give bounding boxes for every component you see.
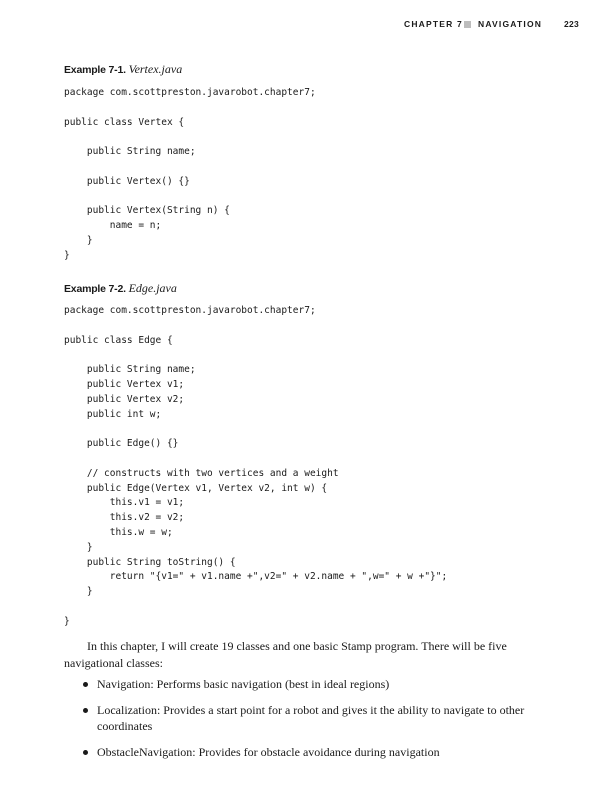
code-line <box>64 130 316 145</box>
bullet-text: ObstacleNavigation: Provides for obstacle avoidance during navigation <box>97 745 440 759</box>
page-number: 223 <box>564 19 580 29</box>
code-line: public String toString() { <box>64 556 236 568</box>
code-line <box>64 422 447 437</box>
bullet-item <box>64 702 534 734</box>
code-line: } <box>64 586 93 598</box>
code-line: public String name; <box>64 146 196 158</box>
code-line: public String name; <box>64 364 196 376</box>
code-line: package com.scottpreston.javarobot.chapter7; <box>64 305 316 316</box>
example-label: Example 7-1. <box>64 64 126 76</box>
code-line: public Vertex(String n) { <box>64 205 230 217</box>
code-line: public Edge(Vertex v1, Vertex v2, int w) { <box>64 482 328 494</box>
code-line: public Vertex() {} <box>64 175 190 187</box>
code-line <box>64 452 447 467</box>
code-line: public int w; <box>64 408 162 420</box>
code-line <box>64 348 447 363</box>
code-line: } <box>64 234 93 246</box>
code-listing-edge <box>64 304 447 630</box>
code-line <box>64 600 447 615</box>
code-line: } <box>64 541 93 553</box>
code-line <box>64 101 316 116</box>
code-line: public class Vertex { <box>64 116 185 128</box>
bullet-text: Navigation: Performs basic navigation (best in ideal regions) <box>97 677 390 691</box>
bullet-item <box>64 676 534 692</box>
code-listing-vertex <box>64 86 316 264</box>
header-separator-square <box>464 21 471 28</box>
code-line: name = n; <box>64 220 162 232</box>
bullet-dot-icon <box>83 750 88 755</box>
bullet-item <box>64 744 534 760</box>
example-filename: Edge.java <box>128 281 177 295</box>
example-caption-edge <box>64 281 177 296</box>
code-line: } <box>64 249 70 261</box>
chapter-label: CHAPTER 7 <box>404 19 463 29</box>
code-line: public Vertex v1; <box>64 378 185 390</box>
code-line: } <box>64 615 70 627</box>
section-label: NAVIGATION <box>478 19 543 29</box>
example-label: Example 7-2. <box>64 283 126 295</box>
body-paragraph: In this chapter, I will create 19 classes and one basic Stamp program. There will be five navigational classes: <box>64 639 507 670</box>
code-line: public Edge() {} <box>64 438 179 450</box>
code-line: this.w = w; <box>64 526 173 538</box>
code-line <box>64 190 316 205</box>
bullet-dot-icon <box>83 682 88 687</box>
code-line <box>64 160 316 175</box>
code-line <box>64 319 447 334</box>
code-line: public Vertex v2; <box>64 393 185 405</box>
code-line: // constructs with two vertices and a weight <box>64 467 339 479</box>
example-filename: Vertex.java <box>128 62 183 76</box>
bullet-text: Localization: Provides a start point for a robot and gives it the ability to navigate to other coordinates <box>97 703 525 733</box>
code-line: package com.scottpreston.javarobot.chapter7; <box>64 87 316 98</box>
bullet-list <box>64 676 534 770</box>
bullet-dot-icon <box>83 708 88 713</box>
running-header <box>0 19 598 33</box>
code-line: return "{v1=" + v1.name +",v2=" + v2.name + ",w=" + w +"}"; <box>64 571 448 583</box>
code-line: this.v1 = v1; <box>64 497 185 509</box>
code-line: public class Edge { <box>64 334 173 346</box>
code-line: this.v2 = v2; <box>64 512 185 524</box>
example-caption-vertex <box>64 62 182 77</box>
